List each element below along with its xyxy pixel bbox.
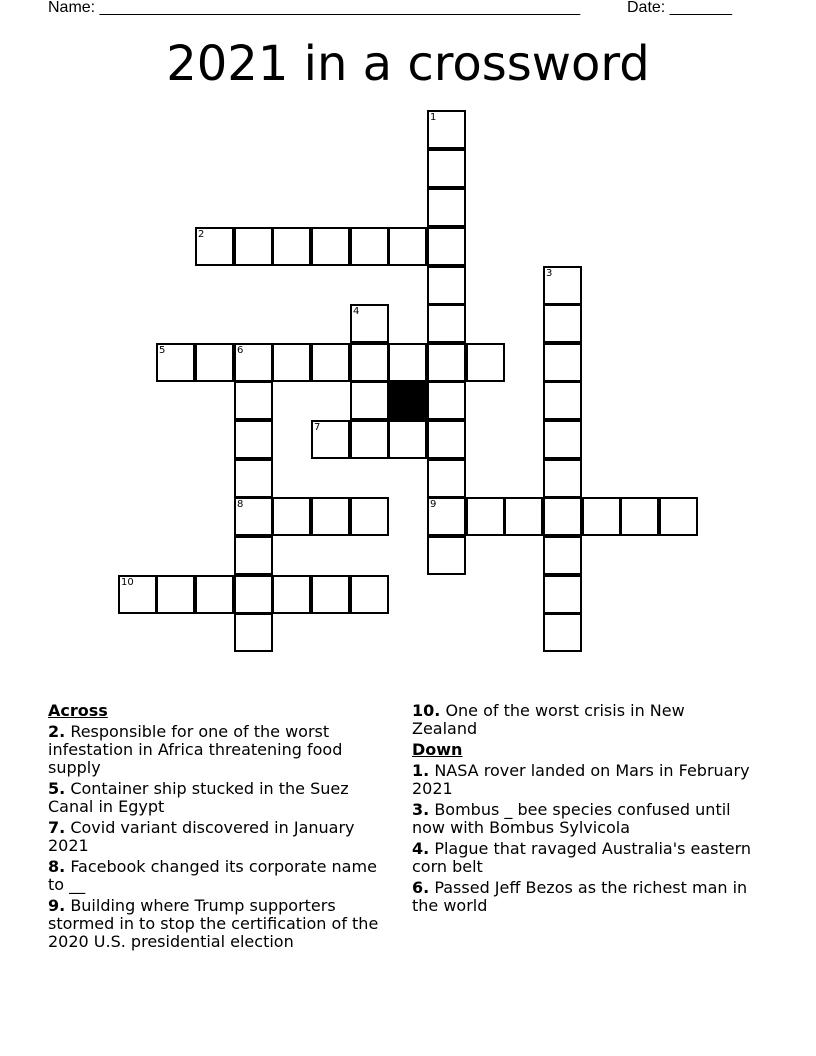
clue-text: Passed Jeff Bezos as the richest man in the world xyxy=(412,878,748,915)
grid-cell[interactable] xyxy=(350,343,389,382)
grid-cell[interactable] xyxy=(156,575,195,614)
clue-text: Plague that ravaged Australia's eastern corn belt xyxy=(412,839,752,876)
grid-cell[interactable] xyxy=(195,343,234,382)
grid-cell[interactable] xyxy=(543,613,582,652)
grid-cell[interactable] xyxy=(427,110,466,149)
clues-right-column xyxy=(412,700,752,918)
clue-number: 3 xyxy=(546,268,553,279)
grid-cell[interactable] xyxy=(156,343,195,382)
grid-cell[interactable] xyxy=(350,381,389,420)
grid-cell[interactable] xyxy=(543,343,582,382)
across-clue xyxy=(48,897,398,951)
grid-cell[interactable] xyxy=(427,188,466,227)
grid-cell[interactable] xyxy=(620,497,659,536)
grid-cell[interactable] xyxy=(543,536,582,575)
clue-number: 3. xyxy=(412,800,430,819)
clue-text: Facebook changed its corporate name to __ xyxy=(48,857,377,894)
across-clue xyxy=(412,702,752,738)
clue-text: Responsible for one of the worst infestation in Africa threatening food supply xyxy=(48,722,343,777)
clue-number: 4 xyxy=(353,306,360,317)
clue-number: 5. xyxy=(48,779,66,798)
grid-cell[interactable] xyxy=(659,497,698,536)
grid-cell[interactable] xyxy=(543,266,582,305)
down-heading: Down xyxy=(412,740,463,759)
clue-text: One of the worst crisis in New Zealand xyxy=(412,701,685,738)
grid-cell[interactable] xyxy=(427,459,466,498)
clue-number: 5 xyxy=(159,345,166,356)
grid-cell[interactable] xyxy=(272,227,311,266)
clue-number: 2. xyxy=(48,722,66,741)
grid-cell[interactable] xyxy=(543,575,582,614)
grid-cell[interactable] xyxy=(543,381,582,420)
grid-cell[interactable] xyxy=(311,343,350,382)
grid-cell[interactable] xyxy=(427,497,466,536)
grid-cell[interactable] xyxy=(311,420,350,459)
clue-number: 1 xyxy=(430,112,437,123)
grid-cell[interactable] xyxy=(543,459,582,498)
grid-cell[interactable] xyxy=(311,575,350,614)
grid-cell[interactable] xyxy=(427,343,466,382)
down-clue xyxy=(412,879,752,915)
grid-cell[interactable] xyxy=(350,497,389,536)
clue-number: 9. xyxy=(48,896,66,915)
grid-cell[interactable] xyxy=(350,575,389,614)
grid-cell[interactable] xyxy=(234,536,273,575)
clue-number: 8 xyxy=(237,499,244,510)
across-clue xyxy=(48,819,398,855)
clue-number: 1. xyxy=(412,761,430,780)
grid-cell[interactable] xyxy=(427,227,466,266)
clue-number: 10. xyxy=(412,701,441,720)
grid-cell[interactable] xyxy=(543,304,582,343)
grid-cell[interactable] xyxy=(272,575,311,614)
black-square xyxy=(388,381,427,420)
clue-number: 2 xyxy=(198,229,205,240)
clue-text: Bombus _ bee species confused until now with Bombus Sylvicola xyxy=(412,800,731,837)
grid-cell[interactable] xyxy=(427,420,466,459)
grid-cell[interactable] xyxy=(195,227,234,266)
clue-number: 8. xyxy=(48,857,66,876)
grid-cell[interactable] xyxy=(311,497,350,536)
grid-cell[interactable] xyxy=(234,575,273,614)
grid-cell[interactable] xyxy=(388,343,427,382)
grid-cell[interactable] xyxy=(350,227,389,266)
clue-number: 4. xyxy=(412,839,430,858)
grid-cell[interactable] xyxy=(350,420,389,459)
grid-cell[interactable] xyxy=(543,497,582,536)
grid-cell[interactable] xyxy=(234,343,273,382)
grid-cell[interactable] xyxy=(234,227,273,266)
grid-cell[interactable] xyxy=(427,381,466,420)
grid-cell[interactable] xyxy=(466,497,505,536)
clue-number: 7. xyxy=(48,818,66,837)
across-clue xyxy=(48,723,398,777)
clues-left-column xyxy=(48,700,398,954)
grid-cell[interactable] xyxy=(388,227,427,266)
clue-text: Covid variant discovered in January 2021 xyxy=(48,818,355,855)
date-field-label[interactable]: Date: _______ xyxy=(627,0,732,16)
clue-number: 6. xyxy=(412,878,430,897)
grid-cell[interactable] xyxy=(311,227,350,266)
down-clue xyxy=(412,801,752,837)
grid-cell[interactable] xyxy=(272,497,311,536)
page-title: 2021 in a crossword xyxy=(166,36,650,92)
grid-cell[interactable] xyxy=(350,304,389,343)
clue-text: NASA rover landed on Mars in February 2021 xyxy=(412,761,750,798)
grid-cell[interactable] xyxy=(466,343,505,382)
grid-cell[interactable] xyxy=(195,575,234,614)
down-clue xyxy=(412,840,752,876)
grid-cell[interactable] xyxy=(234,497,273,536)
grid-cell[interactable] xyxy=(427,536,466,575)
down-clue xyxy=(412,762,752,798)
clue-number: 10 xyxy=(121,577,134,588)
grid-cell[interactable] xyxy=(234,613,273,652)
across-clue xyxy=(48,858,398,894)
clue-number: 9 xyxy=(430,499,437,510)
clue-number: 7 xyxy=(314,422,321,433)
across-heading: Across xyxy=(48,701,108,720)
across-clue xyxy=(48,780,398,816)
clue-number: 6 xyxy=(237,345,244,356)
grid-cell[interactable] xyxy=(234,420,273,459)
grid-cell[interactable] xyxy=(427,149,466,188)
grid-cell[interactable] xyxy=(504,497,543,536)
grid-cell[interactable] xyxy=(272,343,311,382)
grid-cell[interactable] xyxy=(388,420,427,459)
name-field-label[interactable]: Name: ______________________________________________________ xyxy=(48,0,581,16)
grid-cell[interactable] xyxy=(427,266,466,305)
grid-cell[interactable] xyxy=(427,304,466,343)
grid-cell[interactable] xyxy=(582,497,621,536)
grid-cell[interactable] xyxy=(118,575,157,614)
clue-text: Container ship stucked in the Suez Canal in Egypt xyxy=(48,779,349,816)
grid-cell[interactable] xyxy=(234,459,273,498)
grid-cell[interactable] xyxy=(234,381,273,420)
grid-cell[interactable] xyxy=(543,420,582,459)
clue-text: Building where Trump supporters stormed in to stop the certification of the 2020 U.S. presidential election xyxy=(48,896,379,951)
